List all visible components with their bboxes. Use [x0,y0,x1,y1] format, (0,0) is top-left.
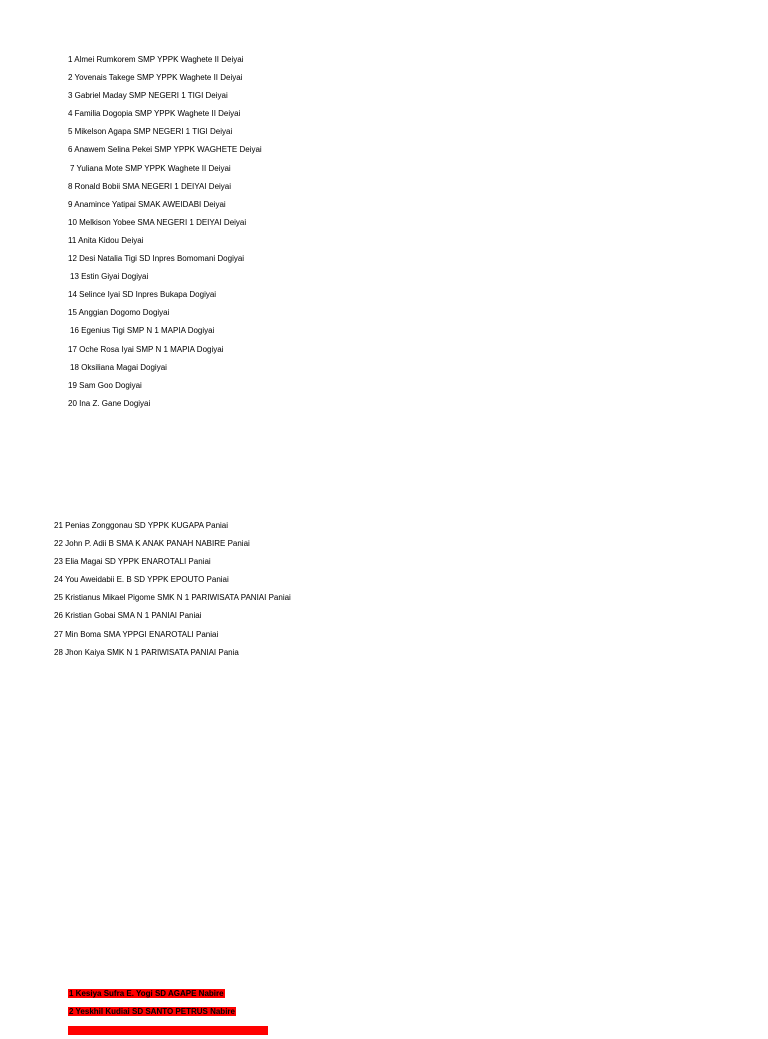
participant-list-deiyai-dogiyai [68,51,262,413]
list-item: 18 Oksiliana Magai Dogiyai [70,362,167,372]
list-item: 5 Mikelson Agapa SMP NEGERI 1 TIGI Deiyai [68,127,233,137]
list-item: 20 Ina Z. Gane Dogiyai [68,398,151,408]
highlighted-list-item [68,1003,268,1021]
list-item: 26 Kristian Gobai SMA N 1 PANIAI Paniai [54,611,202,621]
list-item: 10 Melkison Yobee SMA NEGERI 1 DEIYAI Deiyai [68,217,247,227]
list-item: 17 Oche Rosa Iyai SMP N 1 MAPIA Dogiyai [68,344,224,354]
list-item: 8 Ronald Bobii SMA NEGERI 1 DEIYAI Deiyai [68,181,232,191]
list-item: 14 Selince Iyai SD Inpres Bukapa Dogiyai [68,290,217,300]
list-item: 2 Yovenais Takege SMP YPPK Waghete II Deiyai [68,73,243,83]
list-item: 4 Familia Dogopia SMP YPPK Waghete II Deiyai [68,109,241,119]
list-item: 19 Sam Goo Dogiyai [68,380,142,390]
list-item: 15 Anggian Dogomo Dogiyai [68,308,170,318]
participant-list-nabire-highlighted [68,985,268,1039]
list-item: 6 Anawem Selina Pekei SMP YPPK WAGHETE Deiyai [68,145,262,155]
list-item: 11 Anita Kidou Deiyai [68,235,144,245]
highlighted-text: 2 Yeskhil Kudiai SD SANTO PETRUS Nabire [69,1007,235,1017]
list-item: 1 Almei Rumkorem SMP YPPK Waghete II Deiyai [68,55,244,64]
list-item: 21 Penias Zonggonau SD YPPK KUGAPA Paniai [54,521,229,530]
highlighted-text-cropped [68,1026,268,1035]
list-item: 12 Desi Natalia Tigi SD Inpres Bomomani Dogiyai [68,254,245,264]
list-item: 9 Anamince Yatipai SMAK AWEIDABI Deiyai [68,199,226,209]
highlighted-list-item [68,985,268,1003]
highlighted-text: 1 Kesiya Sufra E. Yogi SD AGAPE Nabire [69,989,224,998]
list-item: 23 Elia Magai SD YPPK ENAROTALI Paniai [54,557,211,567]
list-item: 13 Estin Giyai Dogiyai [70,272,149,282]
list-item: 16 Egenius Tigi SMP N 1 MAPIA Dogiyai [70,326,215,336]
list-item: 25 Kristianus Mikael Pigome SMK N 1 PARIWISATA PANIAI Paniai [54,593,291,603]
list-item: 22 John P. Adii B SMA K ANAK PANAH NABIRE Paniai [54,539,250,549]
list-item: 24 You Aweidabii E. B SD YPPK EPOUTO Paniai [54,575,229,585]
list-item: 7 Yuliana Mote SMP YPPK Waghete II Deiyai [70,163,231,173]
list-item: 27 Min Boma SMA YPPGI ENAROTALI Paniai [54,629,219,639]
participant-list-paniai [54,517,291,662]
list-item: 28 Jhon Kaiya SMK N 1 PARIWISATA PANIAI Pania [54,647,239,657]
list-item: 3 Gabriel Maday SMP NEGERI 1 TIGI Deiyai [68,91,228,101]
